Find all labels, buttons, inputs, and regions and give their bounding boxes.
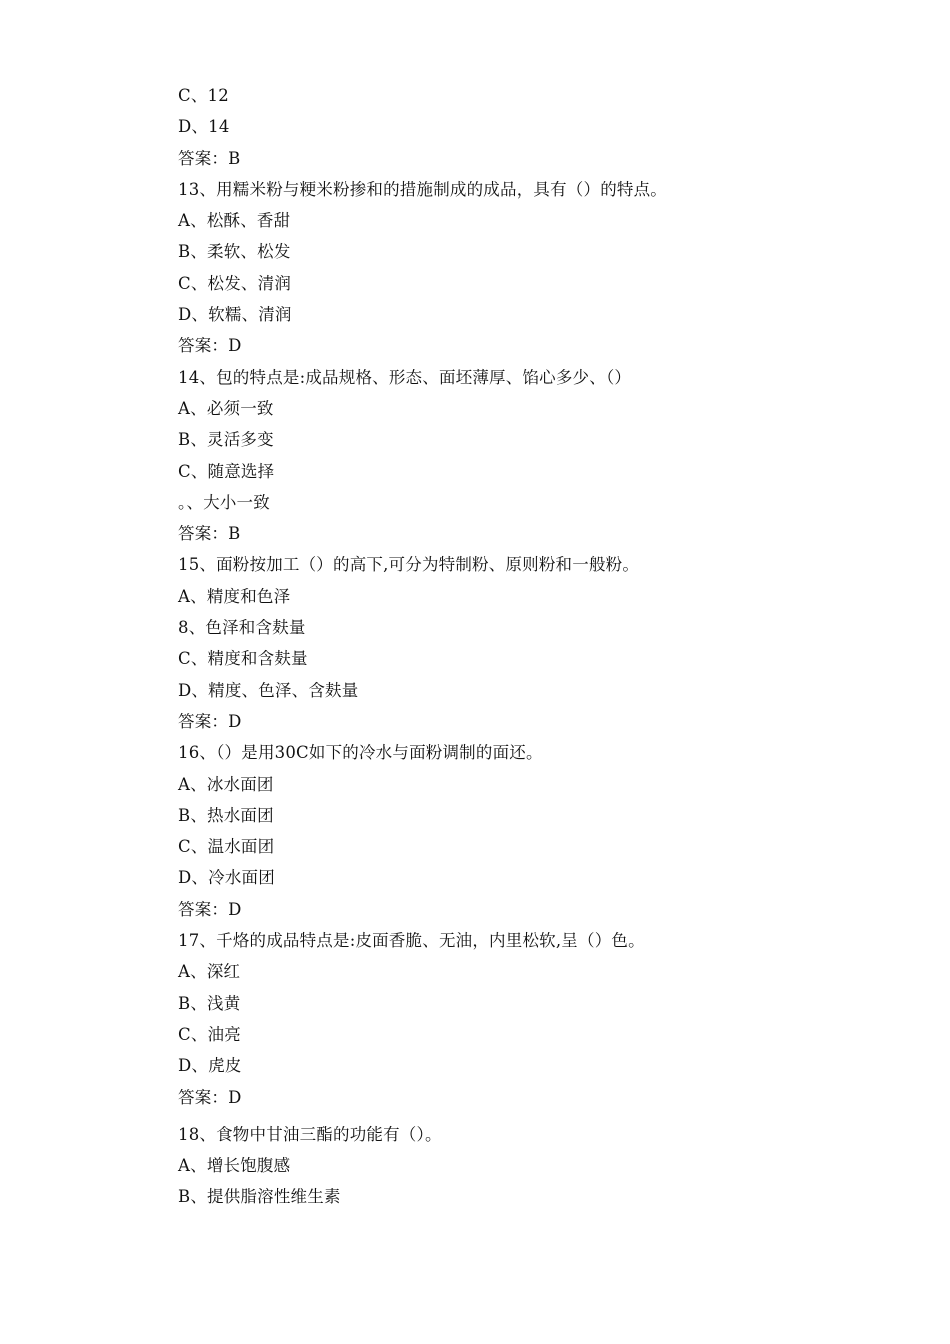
option-a-13: A、松酥、香甜 (178, 211, 291, 231)
answer-16: 答案：D (178, 899, 242, 919)
question-16: 16、（）是用30C如下的冷水与面粉调制的面还。 (178, 743, 543, 763)
option-d-14: 。、大小一致 (178, 492, 270, 512)
question-content (178, 84, 878, 1217)
option-a-16: A、冰水面团 (178, 774, 274, 794)
answer-14: 答案：B (178, 524, 241, 544)
option-b-15: 8、色泽和含麸量 (178, 618, 306, 638)
question-18: 18、食物中甘油三酯的功能有（）。 (178, 1124, 442, 1144)
option-c-13: C、松发、清润 (178, 273, 292, 293)
option-b-14: B、灵活多变 (178, 430, 274, 450)
option-a-15: A、精度和色泽 (178, 586, 291, 606)
answer-15: 答案：D (178, 711, 242, 731)
option-b-17: B、浅黄 (178, 993, 241, 1013)
answer-17: 答案：D (178, 1087, 242, 1107)
option-c-12: C、12 (178, 86, 229, 105)
answer-12: 答案：B (178, 148, 241, 168)
option-b-18: B、提供脂溶性维生素 (178, 1187, 341, 1207)
option-b-16: B、热水面团 (178, 805, 274, 825)
option-d-12: D、14 (178, 117, 230, 137)
option-c-16: C、温水面团 (178, 837, 275, 857)
question-14: 14、包的特点是:成品规格、形态、面坯薄厚、馅心多少、（） (178, 367, 632, 387)
option-d-15: D、精度、色泽、含麸量 (178, 680, 359, 700)
option-d-17: D、虎皮 (178, 1056, 242, 1076)
option-d-16: D、冷水面团 (178, 868, 275, 888)
option-c-15: C、精度和含麸量 (178, 649, 308, 669)
option-d-13: D、软糯、清润 (178, 305, 292, 325)
option-c-17: C、油亮 (178, 1024, 241, 1044)
question-13: 13、用糯米粉与粳米粉掺和的措施制成的成品，具有（）的特点。 (178, 179, 667, 199)
option-a-17: A、深红 (178, 962, 241, 982)
option-b-13: B、柔软、松发 (178, 242, 291, 262)
question-17: 17、千烙的成品特点是:皮面香脆、无油，内里松软,呈（）色。 (178, 931, 645, 951)
question-15: 15、面粉按加工（）的高下,可分为特制粉、原则粉和一般粉。 (178, 555, 640, 575)
answer-13: 答案：D (178, 336, 242, 356)
option-c-14: C、随意选择 (178, 461, 275, 481)
option-a-18: A、增长饱腹感 (178, 1156, 291, 1176)
option-a-14: A、必须一致 (178, 398, 274, 418)
